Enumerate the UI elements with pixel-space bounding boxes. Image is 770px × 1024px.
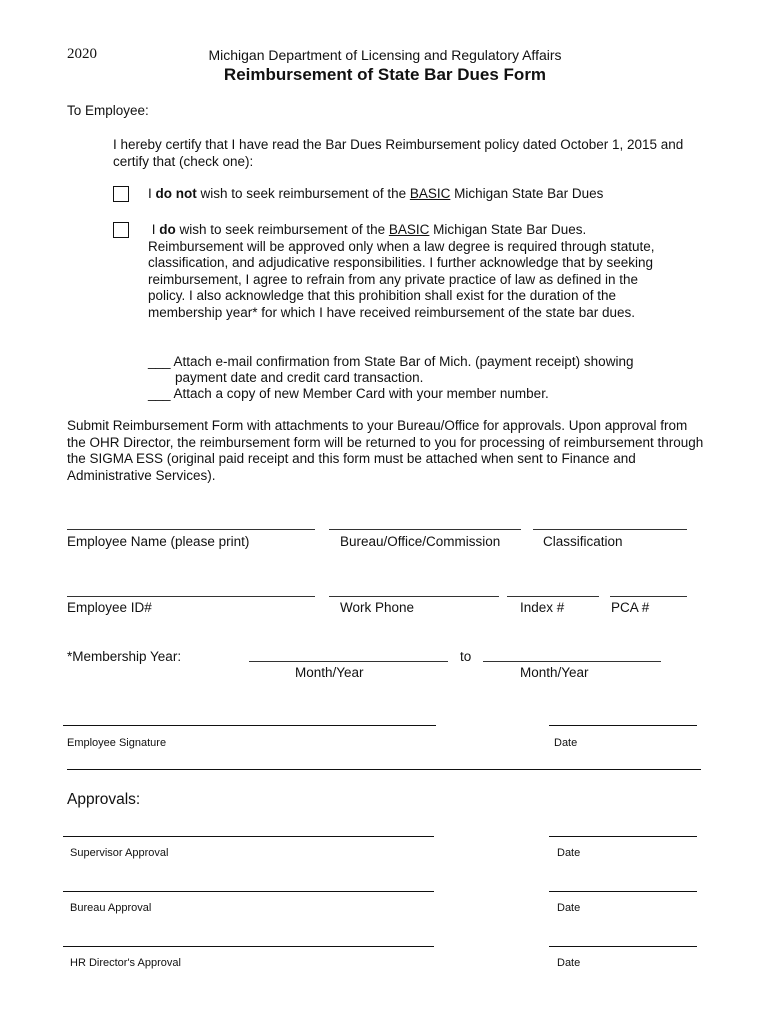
supervisor-signature-line[interactable] <box>63 836 434 837</box>
attachments-list <box>148 354 633 403</box>
bureau-date-label: Date <box>557 902 581 914</box>
bureau-signature-line[interactable] <box>63 891 434 892</box>
supervisor-date-label: Date <box>557 847 581 859</box>
pca-label: PCA # <box>611 600 650 615</box>
employee-id-label: Employee ID# <box>67 600 152 615</box>
do-seek-checkbox[interactable] <box>113 222 129 238</box>
index-input-line[interactable] <box>507 596 599 597</box>
supervisor-date-line[interactable] <box>549 836 697 837</box>
work-phone-label: Work Phone <box>340 600 415 615</box>
to-employee-label: To Employee: <box>67 103 149 118</box>
option-do-seek-body: Reimbursement will be approved only when a law degree is required through statute, classification, and adjudicative responsibilities. I further acknowledge that by seeking reimbursement, I agree to refrain from any private practice of law as defined in the policy. I also acknowledge that this prohibition shall exist for the duration of the membership year* for which I have received reimbursement of the state bar dues. <box>148 238 655 320</box>
option-do-not-seek: I do not wish to seek reimbursement of the BASIC Michigan State Bar Dues <box>148 186 604 201</box>
certify-statement: I hereby certify that I have read the Bar Dues Reimbursement policy dated October 1, 2015 and certify that (check one): <box>113 137 684 169</box>
attachment-email-line-2: payment date and credit card transaction. <box>175 370 424 386</box>
membership-year-label: *Membership Year: <box>67 649 182 664</box>
employee-signature-line[interactable] <box>63 725 436 726</box>
bureau-label: Bureau/Office/Commission <box>340 534 501 549</box>
employee-name-input-line[interactable] <box>67 529 315 530</box>
pca-input-line[interactable] <box>610 596 687 597</box>
supervisor-approval-label: Supervisor Approval <box>70 847 169 859</box>
hr-director-date-line[interactable] <box>549 946 697 947</box>
employee-signature-label: Employee Signature <box>67 737 167 749</box>
month-year-end-label: Month/Year <box>520 665 589 680</box>
bureau-date-line[interactable] <box>549 891 697 892</box>
month-year-start-label: Month/Year <box>295 665 364 680</box>
bureau-input-line[interactable] <box>329 529 521 530</box>
employee-date-line[interactable] <box>549 725 697 726</box>
attachment-email-line: ___ Attach e-mail confirmation from State Bar of Mich. (payment receipt) showing <box>148 354 634 369</box>
hr-director-date-label: Date <box>557 957 581 969</box>
employee-id-input-line[interactable] <box>67 596 315 597</box>
employee-date-label: Date <box>554 737 578 749</box>
work-phone-input-line[interactable] <box>329 596 499 597</box>
attachment-member-card-line: ___ Attach a copy of new Member Card with your member number. <box>148 386 549 402</box>
form-title: Reimbursement of State Bar Dues Form <box>223 65 547 84</box>
hr-director-signature-line[interactable] <box>63 946 434 947</box>
approvals-heading: Approvals: <box>67 791 141 808</box>
classification-input-line[interactable] <box>533 529 687 530</box>
classification-label: Classification <box>543 534 623 549</box>
membership-start-input-line[interactable] <box>249 661 448 662</box>
hr-director-approval-label: HR Director's Approval <box>70 957 181 969</box>
section-divider <box>67 769 701 770</box>
submit-instructions: Submit Reimbursement Form with attachments to your Bureau/Office for approvals. Upon approval from the OHR Director, the reimbursement form will be returned to you for processing of reimbursement through the SIGMA ESS (original paid receipt and this form must be attached when sent to Finance and Administrative Services). <box>67 418 704 484</box>
form-year: 2020 <box>67 46 97 62</box>
employee-name-label: Employee Name (please print) <box>67 534 250 549</box>
do-not-seek-checkbox[interactable] <box>113 186 129 202</box>
membership-to-label: to <box>460 649 472 664</box>
option-do-seek: I do wish to seek reimbursement of the BASIC Michigan State Bar Dues. Reimbursement will be approved only when a law degree is required through statute, classification, and adjudicative responsibilities. I further acknowledge that by seeking reimbursement, I agree to refrain from any private practice of law as defined in the policy. I also acknowledge that this prohibition shall exist for the duration of the membership year* for which I have received reimbursement of the state bar dues. <box>148 222 678 321</box>
index-label: Index # <box>520 600 565 615</box>
membership-end-input-line[interactable] <box>483 661 661 662</box>
agency-name: Michigan Department of Licensing and Regulatory Affairs <box>208 47 562 63</box>
bureau-approval-label: Bureau Approval <box>70 902 152 914</box>
